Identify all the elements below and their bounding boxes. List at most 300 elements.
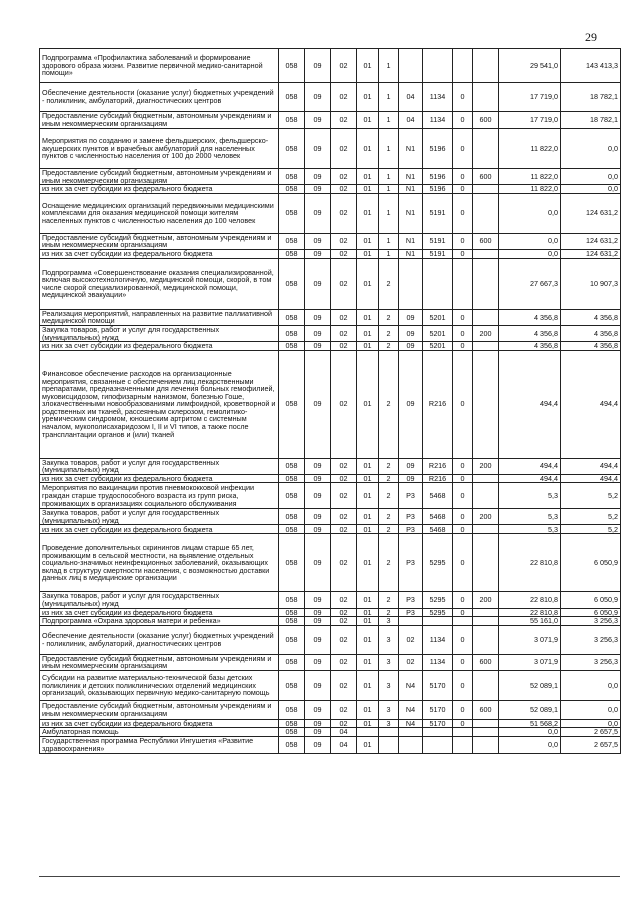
row-c7-cell: R216 [423,474,453,483]
row-c2-cell: 09 [305,474,331,483]
row-v2-cell: 6 050,9 [561,608,621,617]
row-v1-cell: 494,4 [499,350,561,458]
row-c7-cell: 5201 [423,342,453,351]
table-body [40,49,621,754]
row-c9-cell: 600 [473,112,499,129]
row-c5-cell: 2 [379,325,399,341]
row-v1-cell: 4 356,8 [499,325,561,341]
row-c6-cell: N1 [399,233,423,249]
row-c8-cell: 0 [453,719,473,728]
row-c8-cell: 0 [453,534,473,592]
row-c1-cell: 058 [279,474,305,483]
row-c7-cell [423,49,453,83]
row-c8-cell: 0 [453,608,473,617]
row-c9-cell [473,309,499,325]
row-c2-cell: 09 [305,625,331,654]
row-v2-cell: 3 256,3 [561,625,621,654]
row-c8-cell: 0 [453,185,473,194]
row-c7-cell: 5170 [423,719,453,728]
table-row [40,719,621,728]
row-v1-cell: 4 356,8 [499,309,561,325]
row-c4-cell: 01 [357,509,379,525]
row-c5-cell: 1 [379,233,399,249]
row-c7-cell [423,258,453,309]
row-c2-cell: 09 [305,325,331,341]
row-name-cell: Обеспечение деятельности (оказание услуг) бюджетных учреждений - поликлиник, амбулаторий, диагностических центров [40,83,279,112]
row-c7-cell: 5170 [423,670,453,700]
row-c1-cell: 058 [279,112,305,129]
table-row [40,83,621,112]
row-name-cell: Закупка товаров, работ и услуг для государственных (муниципальных) нужд [40,325,279,341]
row-c4-cell [357,728,379,737]
row-c7-cell: 1134 [423,83,453,112]
row-c7-cell: 1134 [423,112,453,129]
row-c4-cell: 01 [357,608,379,617]
row-v1-cell: 17 719,0 [499,83,561,112]
row-c9-cell: 600 [473,169,499,185]
table-row [40,625,621,654]
row-c4-cell: 01 [357,483,379,509]
row-c7-cell: 5295 [423,608,453,617]
row-c4-cell: 01 [357,249,379,258]
row-c1-cell: 058 [279,169,305,185]
row-c8-cell [453,617,473,626]
row-v1-cell: 0,0 [499,233,561,249]
row-c7-cell [423,728,453,737]
row-c1-cell: 058 [279,534,305,592]
row-c6-cell: N4 [399,670,423,700]
row-c5-cell: 1 [379,112,399,129]
row-c9-cell [473,534,499,592]
row-c1-cell: 058 [279,193,305,233]
row-c2-cell: 09 [305,309,331,325]
row-c2-cell: 09 [305,483,331,509]
row-c6-cell: P3 [399,592,423,608]
row-c2-cell: 09 [305,509,331,525]
row-c7-cell: 5191 [423,193,453,233]
row-v1-cell: 22 810,8 [499,608,561,617]
row-c9-cell [473,670,499,700]
row-c5-cell: 2 [379,342,399,351]
table-row [40,249,621,258]
row-v1-cell: 0,0 [499,728,561,737]
row-c2-cell: 09 [305,233,331,249]
row-c3-cell: 02 [331,185,357,194]
row-c6-cell [399,258,423,309]
row-c5-cell: 2 [379,458,399,474]
row-name-cell: из них за счет субсидии из федерального бюджета [40,249,279,258]
table-row [40,700,621,719]
row-c3-cell: 02 [331,49,357,83]
row-c8-cell: 0 [453,654,473,670]
table-row [40,525,621,534]
row-c1-cell: 058 [279,309,305,325]
row-c8-cell: 0 [453,592,473,608]
row-c1-cell: 058 [279,525,305,534]
row-c4-cell: 01 [357,193,379,233]
row-c6-cell: P3 [399,534,423,592]
table-row [40,185,621,194]
row-v2-cell: 3 256,3 [561,617,621,626]
row-v1-cell: 11 822,0 [499,185,561,194]
row-c5-cell: 3 [379,670,399,700]
table-row [40,112,621,129]
row-c9-cell: 200 [473,458,499,474]
row-c9-cell [473,129,499,169]
row-c4-cell: 01 [357,474,379,483]
row-c1-cell: 058 [279,700,305,719]
row-c3-cell: 02 [331,592,357,608]
row-c9-cell [473,350,499,458]
row-name-cell: Предоставление субсидий бюджетным, автономным учреждениям и иным некоммерческим организациям [40,169,279,185]
row-c3-cell: 02 [331,608,357,617]
row-c4-cell: 01 [357,617,379,626]
row-v1-cell: 11 822,0 [499,169,561,185]
row-c9-cell [473,342,499,351]
row-c1-cell: 058 [279,185,305,194]
row-c5-cell: 2 [379,525,399,534]
row-c9-cell: 200 [473,509,499,525]
row-c4-cell: 01 [357,83,379,112]
row-c6-cell: N1 [399,185,423,194]
row-c5-cell: 3 [379,719,399,728]
row-c6-cell: P3 [399,509,423,525]
row-c4-cell: 01 [357,670,379,700]
row-c6-cell: 09 [399,325,423,341]
row-v1-cell: 52 089,1 [499,670,561,700]
row-c2-cell: 09 [305,592,331,608]
row-v1-cell: 11 822,0 [499,129,561,169]
row-v1-cell: 4 356,8 [499,342,561,351]
row-c6-cell: P3 [399,608,423,617]
row-c8-cell: 0 [453,625,473,654]
row-v2-cell: 6 050,9 [561,592,621,608]
row-name-cell: Закупка товаров, работ и услуг для государственных (муниципальных) нужд [40,592,279,608]
row-c1-cell: 058 [279,728,305,737]
row-c2-cell: 09 [305,249,331,258]
row-c6-cell: P3 [399,525,423,534]
table-row [40,728,621,737]
table-row [40,617,621,626]
row-c9-cell [473,728,499,737]
row-c3-cell: 02 [331,233,357,249]
row-c2-cell: 09 [305,129,331,169]
row-name-cell: Субсидии на развитие материально-технической базы детских поликлиник и детских поликлинических отделений медицинских организаций, оказывающих первичную медико-санитарную помощь [40,670,279,700]
table-row [40,309,621,325]
row-name-cell: Подпрограмма «Охрана здоровья матери и ребенка» [40,617,279,626]
row-c7-cell: 5295 [423,592,453,608]
page-number: 29 [585,30,597,44]
table-row [40,350,621,458]
row-c5-cell: 3 [379,625,399,654]
row-c8-cell: 0 [453,483,473,509]
row-c2-cell: 09 [305,185,331,194]
row-c4-cell: 01 [357,309,379,325]
row-c8-cell: 0 [453,670,473,700]
row-v1-cell: 0,0 [499,736,561,753]
row-name-cell: Реализация мероприятий, направленных на развитие паллиативной медицинской помощи [40,309,279,325]
budget-table [39,48,621,754]
row-c4-cell: 01 [357,736,379,753]
row-c1-cell: 058 [279,617,305,626]
row-c4-cell: 01 [357,350,379,458]
row-c8-cell [453,728,473,737]
row-v2-cell: 143 413,3 [561,49,621,83]
row-c7-cell: 5196 [423,185,453,194]
row-v2-cell: 4 356,8 [561,325,621,341]
row-c6-cell: 09 [399,342,423,351]
row-c7-cell: 5468 [423,483,453,509]
row-c9-cell [473,249,499,258]
row-c3-cell: 02 [331,617,357,626]
row-c8-cell [453,736,473,753]
row-c1-cell: 058 [279,654,305,670]
row-c8-cell: 0 [453,83,473,112]
row-v1-cell: 22 810,8 [499,534,561,592]
row-c1-cell: 058 [279,325,305,341]
row-c3-cell: 02 [331,670,357,700]
row-c6-cell [399,736,423,753]
row-c5-cell: 1 [379,83,399,112]
row-c6-cell: N4 [399,700,423,719]
row-v2-cell: 494,4 [561,474,621,483]
row-c1-cell: 058 [279,719,305,728]
table-row [40,654,621,670]
row-c9-cell [473,617,499,626]
row-c7-cell: 5468 [423,509,453,525]
row-c9-cell [473,193,499,233]
row-c2-cell: 09 [305,458,331,474]
row-c7-cell: 1134 [423,625,453,654]
row-c3-cell: 02 [331,325,357,341]
row-v2-cell: 0,0 [561,670,621,700]
table-row [40,736,621,753]
row-c8-cell: 0 [453,309,473,325]
row-c6-cell [399,728,423,737]
row-c4-cell: 01 [357,719,379,728]
row-c4-cell: 01 [357,700,379,719]
row-name-cell: Государственная программа Республики Ингушетия «Развитие здравоохранения» [40,736,279,753]
row-name-cell: Предоставление субсидий бюджетным, автономным учреждениям и иным некоммерческим организациям [40,700,279,719]
row-c4-cell: 01 [357,129,379,169]
row-c7-cell [423,736,453,753]
row-c4-cell: 01 [357,325,379,341]
table-row [40,592,621,608]
row-c9-cell: 200 [473,592,499,608]
row-c9-cell: 600 [473,654,499,670]
row-v2-cell: 18 782,1 [561,112,621,129]
row-c3-cell: 02 [331,509,357,525]
row-c3-cell: 02 [331,258,357,309]
row-c9-cell: 600 [473,233,499,249]
row-v2-cell: 0,0 [561,700,621,719]
table-row [40,129,621,169]
row-c6-cell: 02 [399,625,423,654]
row-name-cell: Мероприятия по созданию и замене фельдшерских, фельдшерско-акушерских пунктов и врачебных амбулаторий для населенных пунктов с численностью населения от 100 до 2000 человек [40,129,279,169]
row-c3-cell: 02 [331,249,357,258]
row-name-cell: из них за счет субсидии из федерального бюджета [40,474,279,483]
row-c4-cell: 01 [357,233,379,249]
row-c9-cell [473,525,499,534]
row-c7-cell: 5196 [423,169,453,185]
row-c6-cell [399,617,423,626]
row-c5-cell: 1 [379,249,399,258]
row-v1-cell: 494,4 [499,458,561,474]
row-c5-cell: 2 [379,509,399,525]
row-c4-cell: 01 [357,49,379,83]
row-c2-cell: 09 [305,258,331,309]
row-v1-cell: 3 071,9 [499,654,561,670]
row-v1-cell: 52 089,1 [499,700,561,719]
row-c1-cell: 058 [279,350,305,458]
row-c8-cell: 0 [453,700,473,719]
row-c5-cell: 1 [379,49,399,83]
row-c9-cell [473,736,499,753]
row-v2-cell: 5,2 [561,525,621,534]
table-row [40,608,621,617]
row-c5-cell: 2 [379,474,399,483]
row-c8-cell: 0 [453,233,473,249]
row-c3-cell: 02 [331,350,357,458]
row-c3-cell: 02 [331,525,357,534]
row-c6-cell: N1 [399,249,423,258]
row-c8-cell: 0 [453,129,473,169]
row-c1-cell: 058 [279,608,305,617]
row-c4-cell: 01 [357,592,379,608]
row-c5-cell: 2 [379,309,399,325]
row-c3-cell: 04 [331,736,357,753]
row-v1-cell: 5,3 [499,509,561,525]
row-c3-cell: 02 [331,129,357,169]
row-v2-cell: 0,0 [561,129,621,169]
row-v2-cell: 18 782,1 [561,83,621,112]
row-c2-cell: 09 [305,342,331,351]
row-c4-cell: 01 [357,534,379,592]
row-c3-cell: 02 [331,458,357,474]
table-row [40,670,621,700]
row-c2-cell: 09 [305,736,331,753]
row-c7-cell: 5295 [423,534,453,592]
row-c8-cell: 0 [453,342,473,351]
row-c9-cell: 600 [473,700,499,719]
row-c2-cell: 09 [305,350,331,458]
row-c7-cell: R216 [423,458,453,474]
row-v2-cell: 124 631,2 [561,233,621,249]
row-c3-cell: 02 [331,83,357,112]
row-v1-cell: 3 071,9 [499,625,561,654]
row-c5-cell: 3 [379,654,399,670]
row-c3-cell: 02 [331,193,357,233]
row-c6-cell: P3 [399,483,423,509]
row-c2-cell: 09 [305,654,331,670]
row-v1-cell: 51 568,2 [499,719,561,728]
row-c5-cell: 1 [379,193,399,233]
row-c7-cell [423,617,453,626]
row-c9-cell [473,608,499,617]
row-v2-cell: 2 657,5 [561,736,621,753]
row-c2-cell: 09 [305,169,331,185]
row-c7-cell: 5191 [423,249,453,258]
row-c2-cell: 09 [305,608,331,617]
row-c3-cell: 02 [331,342,357,351]
row-c8-cell: 0 [453,249,473,258]
row-c1-cell: 058 [279,670,305,700]
row-c2-cell: 09 [305,193,331,233]
row-name-cell: Предоставление субсидий бюджетным, автономным учреждениям и иным некоммерческим организациям [40,233,279,249]
row-c9-cell [473,474,499,483]
row-v2-cell: 494,4 [561,458,621,474]
row-v2-cell: 494,4 [561,350,621,458]
row-c9-cell [473,49,499,83]
row-c9-cell [473,719,499,728]
row-c8-cell: 0 [453,193,473,233]
row-c1-cell: 058 [279,249,305,258]
row-c2-cell: 09 [305,49,331,83]
table-row [40,342,621,351]
row-c6-cell: N1 [399,193,423,233]
row-v1-cell: 27 667,3 [499,258,561,309]
row-c8-cell: 0 [453,350,473,458]
row-v2-cell: 124 631,2 [561,249,621,258]
row-v1-cell: 17 719,0 [499,112,561,129]
row-c6-cell: N1 [399,129,423,169]
row-c3-cell: 02 [331,309,357,325]
row-name-cell: Оснащение медицинских организаций передвижными медицинскими комплексами для оказания медицинской помощи жителям населенных пунктов с численностью населения до 100 человек [40,193,279,233]
row-c8-cell: 0 [453,474,473,483]
row-c6-cell: 02 [399,654,423,670]
row-v1-cell: 494,4 [499,474,561,483]
row-c4-cell: 01 [357,654,379,670]
row-c3-cell: 02 [331,112,357,129]
row-c8-cell [453,258,473,309]
row-c9-cell: 200 [473,325,499,341]
row-v2-cell: 5,2 [561,483,621,509]
row-name-cell: из них за счет субсидии из федерального бюджета [40,185,279,194]
row-name-cell: Финансовое обеспечение расходов на организационные мероприятия, связанные с обеспечением лиц лекарственными препаратами, предназначенными для лечения больных гемофилией, муковисцидозом, гипофизарным нанизмом, болезнью Гоше, злокачественными новообразованиями лимфоидной, кроветворной и родственных им тканей, рассеянным склерозом, гемолитико-уремическим синдромом, юношеским артритом с системным началом, мукополисахаридозом I, II и VI типов, а также после трансплантации органов и (или) тканей [40,350,279,458]
row-c3-cell: 04 [331,728,357,737]
row-c5-cell: 2 [379,483,399,509]
table-row [40,49,621,83]
row-v2-cell: 0,0 [561,719,621,728]
row-c1-cell: 058 [279,736,305,753]
row-c2-cell: 09 [305,700,331,719]
row-name-cell: из них за счет субсидии из федерального бюджета [40,719,279,728]
row-c7-cell: 5191 [423,233,453,249]
row-c1-cell: 058 [279,49,305,83]
row-c5-cell: 2 [379,608,399,617]
row-c5-cell [379,728,399,737]
row-c2-cell: 09 [305,112,331,129]
row-name-cell: Закупка товаров, работ и услуг для государственных (муниципальных) нужд [40,509,279,525]
row-c2-cell: 09 [305,534,331,592]
row-c4-cell: 01 [357,185,379,194]
row-c6-cell: 09 [399,474,423,483]
row-c6-cell: 09 [399,309,423,325]
row-name-cell: Подпрограмма «Профилактика заболеваний и формирование здорового образа жизни. Развитие первичной медико-санитарной помощи» [40,49,279,83]
row-c2-cell: 09 [305,728,331,737]
row-c1-cell: 058 [279,592,305,608]
row-c3-cell: 02 [331,169,357,185]
row-c6-cell: 04 [399,83,423,112]
row-c8-cell: 0 [453,169,473,185]
row-c9-cell [473,483,499,509]
row-name-cell: Проведение дополнительных скринингов лицам старше 65 лет, проживающим в сельской местности, на выявление отдельных социально-значимых неинфекционных заболеваний, оказывающих вклад в структуру смертности населения, с возможностью доставки данных лиц в медицинские организации [40,534,279,592]
row-name-cell: Закупка товаров, работ и услуг для государственных (муниципальных) нужд [40,458,279,474]
table-row [40,325,621,341]
row-c5-cell: 2 [379,258,399,309]
row-c6-cell: N1 [399,169,423,185]
row-c4-cell: 01 [357,342,379,351]
